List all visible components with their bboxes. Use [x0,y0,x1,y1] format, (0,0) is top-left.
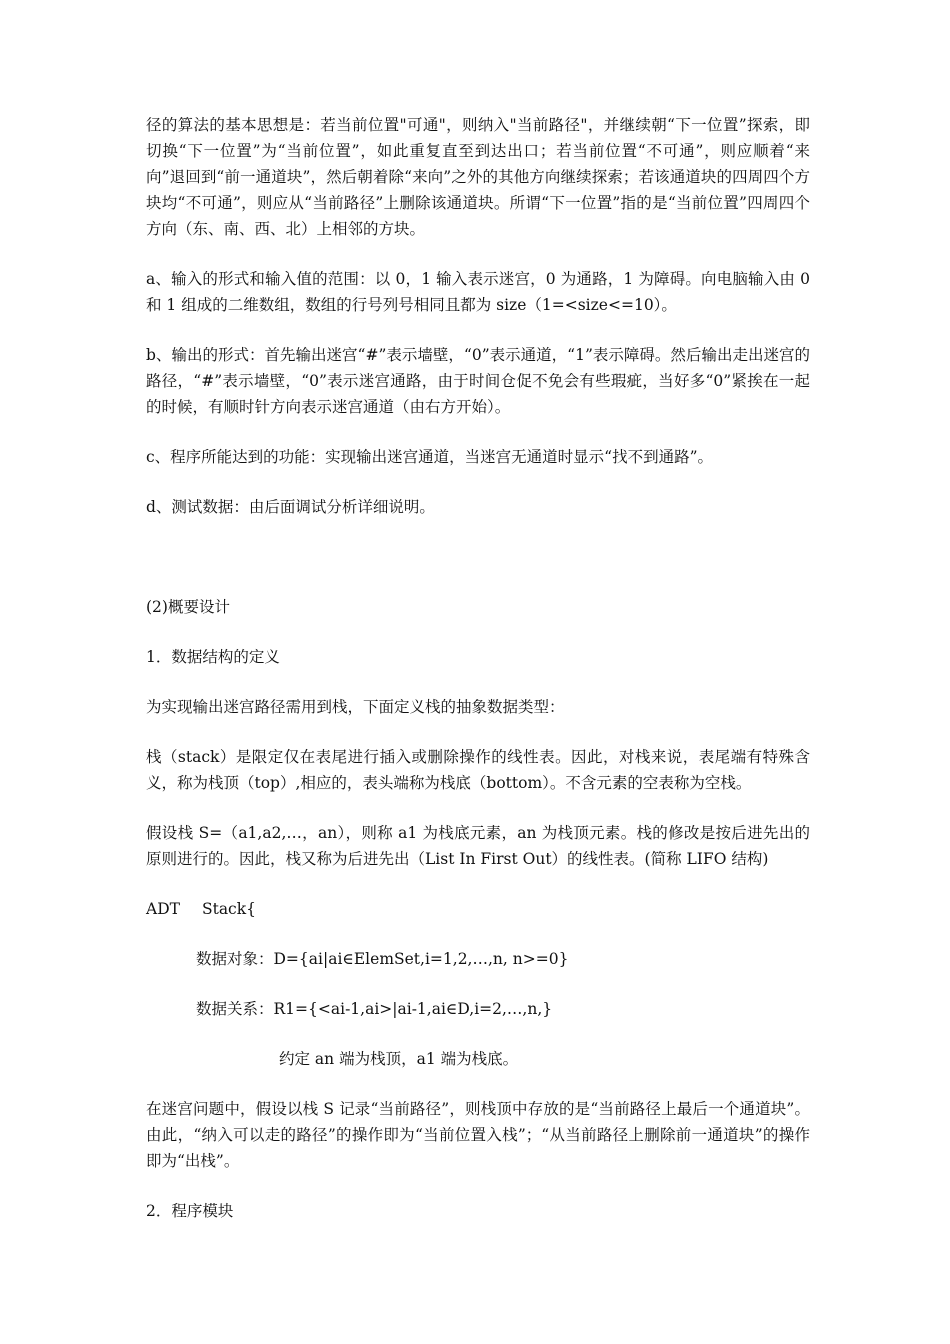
stack-sequence-paragraph: 假设栈 S=（a1,a2,…，an），则称 a1 为栈底元素，an 为栈顶元素。栈的修改是按后进先出的原则进行的。因此，栈又称为后进先出（List In First Out）的线性表。(简称 LIFO 结构) [146,824,810,868]
input-format-paragraph: a、输入的形式和输入值的范围：以 0，1 输入表示迷宫，0 为通路，1 为障碍。向电脑输入由 0 和 1 组成的二维数组，数组的行号列号相同且都为 size（1=<size<=10）。 [146,270,810,314]
adt-keyword: ADT [146,900,180,918]
output-format-paragraph: b、输出的形式：首先输出迷宫“#”表示墙壁，“0”表示通道，“1”表示障碍。然后输出走出迷宫的路径，“#”表示墙壁，“0”表示迷宫通路，由于时间仓促不免会有些瑕疵，当好多“0”紧挨在一起的时候，有顺时针方向表示迷宫通道（由右方开始）。 [146,346,810,416]
heading-data-structure: 1．数据结构的定义 [146,648,280,666]
document-page [146,112,810,1248]
section-title: (2)概要设计 [146,598,230,616]
adt-name: Stack{ [201,900,256,918]
adt-data-relation: 数据关系：R1={<ai-1,ai>|ai-1,ai∈D,i=2,…,n,} [196,1000,553,1018]
maze-stack-paragraph: 在迷宫问题中，假设以栈 S 记录“当前路径”，则栈顶中存放的是“当前路径上最后一个通道块”。由此，“纳入可以走的路径”的操作即为“当前位置入栈”；“从当前路径上删除前一通道块”的操作即为“出栈”。 [146,1100,810,1170]
function-paragraph: c、程序所能达到的功能：实现输出迷宫通道，当迷宫无通道时显示“找不到通路”。 [146,448,714,466]
stack-definition-paragraph: 栈（stack）是限定仅在表尾进行插入或删除操作的线性表。因此，对栈来说，表尾端有特殊含义，称为栈顶（top）,相应的，表头端称为栈底（bottom）。不含元素的空表称为空栈。 [146,748,810,792]
adt-data-object: 数据对象：D={ai|ai∈ElemSet,i=1,2,…,n, n>=0} [196,950,569,968]
adt-header [146,896,810,922]
intro-paragraph: 径的算法的基本思想是：若当前位置"可通"，则纳入"当前路径"，并继续朝“下一位置”探索，即切换“下一位置”为“当前位置”，如此重复直至到达出口；若当前位置“不可通”，则应顺着“来向”退回到“前一通道块”，然后朝着除“来向”之外的其他方向继续探索；若该通道块的四周四个方块均“不可通”，则应从“当前路径”上删除该通道块。所谓“下一位置”指的是“当前位置”四周四个方向（东、南、西、北）上相邻的方块。 [146,116,810,238]
section-spacer [146,544,810,594]
test-data-paragraph: d、测试数据：由后面调试分析详细说明。 [146,498,435,516]
stack-intro-paragraph: 为实现输出迷宫路径需用到栈，下面定义栈的抽象数据类型： [146,698,565,716]
adt-convention: 约定 an 端为栈顶，a1 端为栈底。 [279,1050,519,1068]
heading-program-modules: 2．程序模块 [146,1202,234,1220]
